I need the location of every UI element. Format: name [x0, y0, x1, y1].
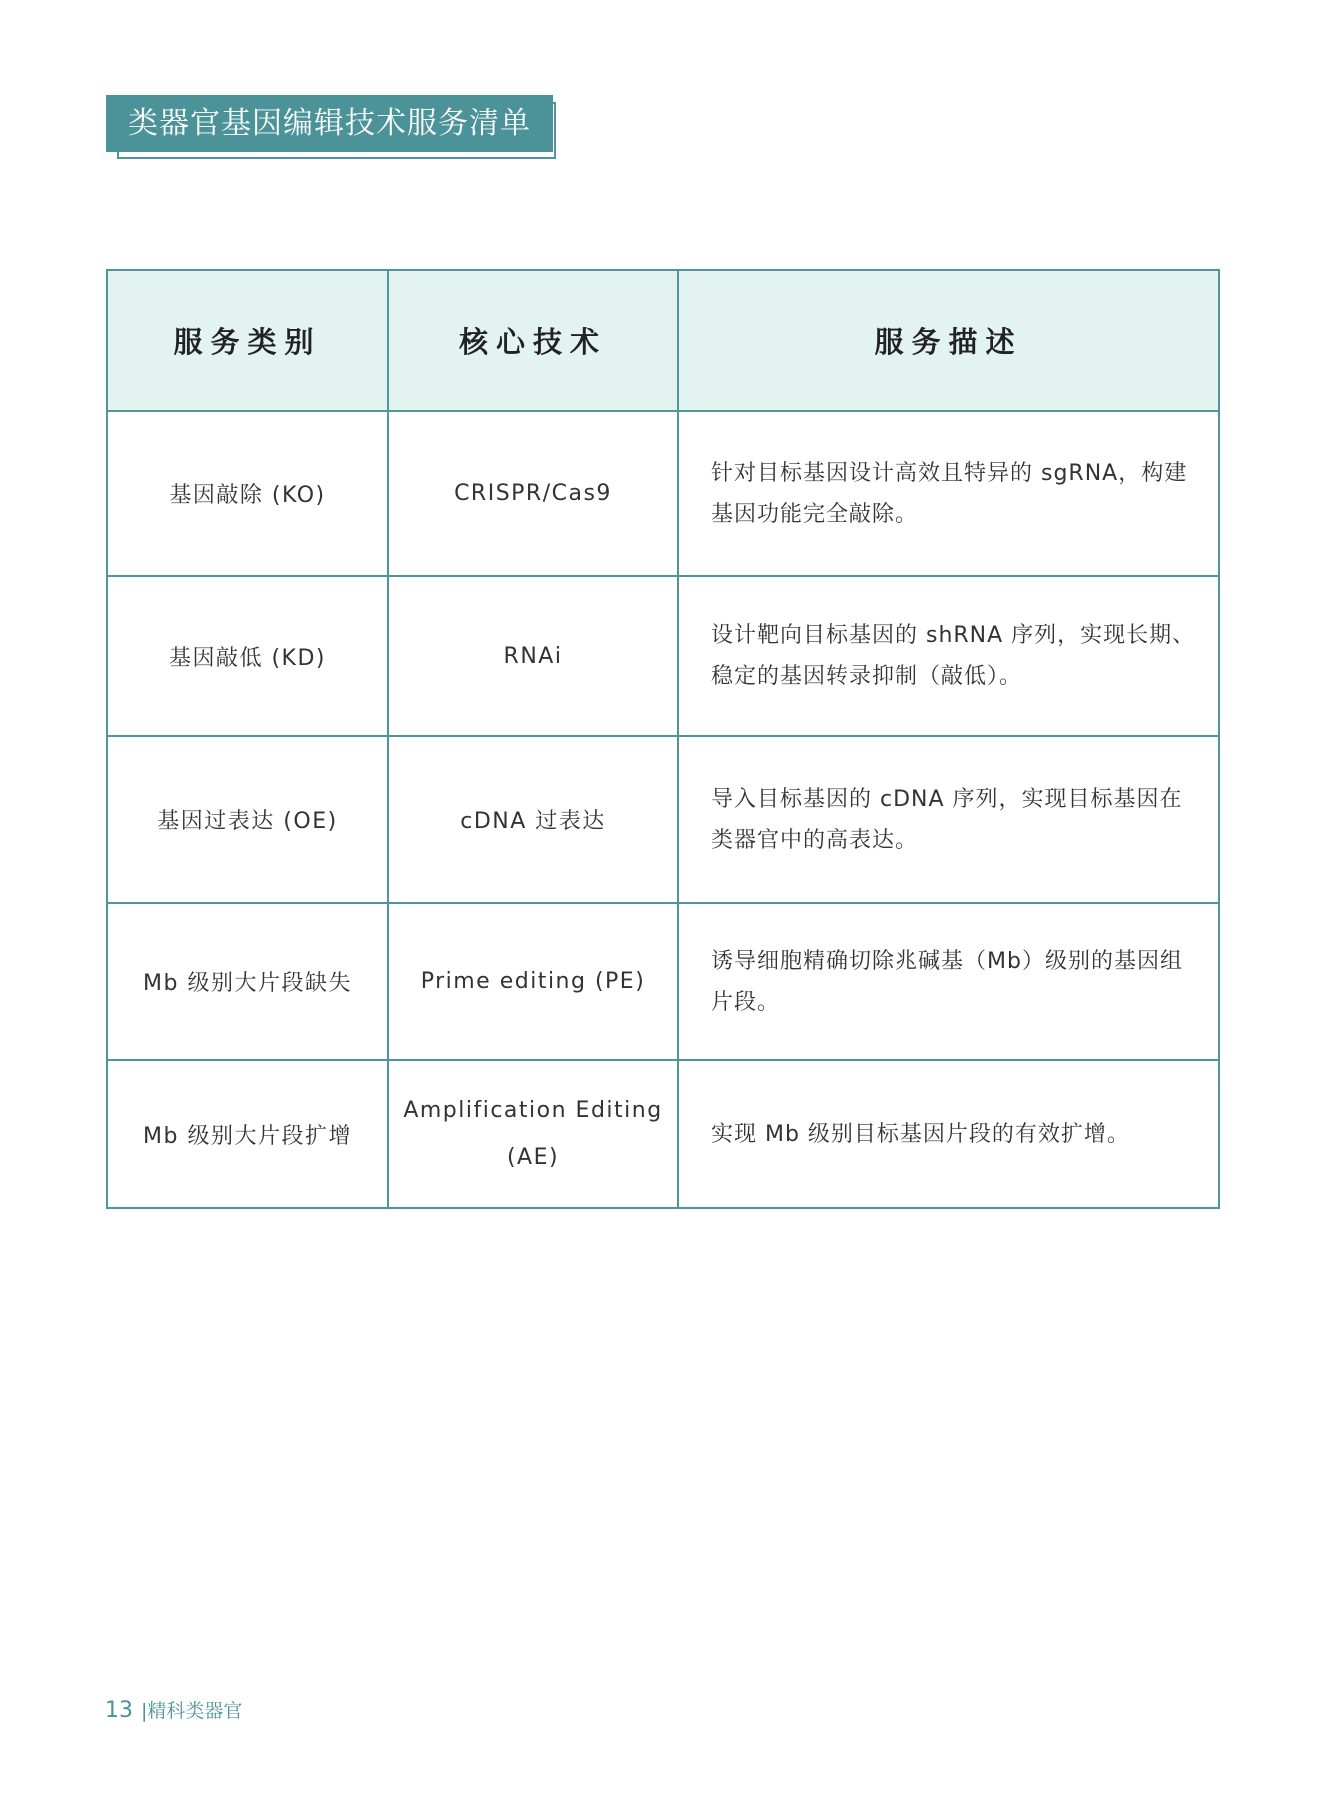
cell-technology: RNAi [388, 576, 678, 736]
page-title: 类器官基因编辑技术服务清单 [106, 95, 553, 152]
cell-category: Mb 级别大片段缺失 [107, 903, 388, 1060]
cell-description: 导入目标基因的 cDNA 序列，实现目标基因在类器官中的高表达。 [678, 736, 1219, 903]
cell-description: 实现 Mb 级别目标基因片段的有效扩增。 [678, 1060, 1219, 1208]
footer-brand-label: |精科类器官 [141, 1700, 243, 1722]
table-row [107, 1060, 1219, 1208]
table-row [107, 411, 1219, 576]
table-row [107, 903, 1219, 1060]
cell-technology: Amplification Editing (AE) [388, 1060, 678, 1208]
cell-description: 设计靶向目标基因的 shRNA 序列，实现长期、稳定的基因转录抑制（敲低）。 [678, 576, 1219, 736]
cell-category: 基因敲除 (KO) [107, 411, 388, 576]
cell-category: 基因敲低 (KD) [107, 576, 388, 736]
section-title-block [106, 95, 558, 162]
cell-description: 诱导细胞精确切除兆碱基（Mb）级别的基因组片段。 [678, 903, 1219, 1060]
table-header-row [107, 270, 1219, 411]
cell-description: 针对目标基因设计高效且特异的 sgRNA，构建基因功能完全敲除。 [678, 411, 1219, 576]
service-table [106, 269, 1220, 1209]
cell-technology: Prime editing (PE) [388, 903, 678, 1060]
cell-category: Mb 级别大片段扩增 [107, 1060, 388, 1208]
header-category: 服务类别 [107, 270, 388, 411]
header-description: 服务描述 [678, 270, 1219, 411]
cell-technology: cDNA 过表达 [388, 736, 678, 903]
page-footer [105, 1696, 242, 1723]
table-row [107, 736, 1219, 903]
page-number: 13 [105, 1698, 133, 1723]
header-technology: 核心技术 [388, 270, 678, 411]
cell-category: 基因过表达 (OE) [107, 736, 388, 903]
table-row [107, 576, 1219, 736]
cell-technology: CRISPR/Cas9 [388, 411, 678, 576]
